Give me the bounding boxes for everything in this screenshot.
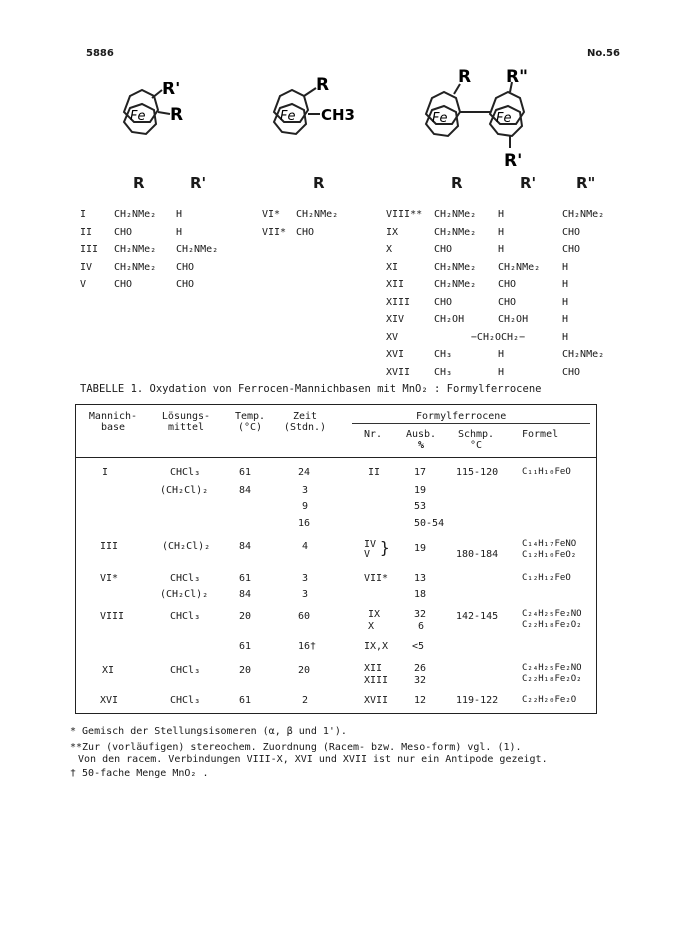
- col-header-time: Zeit (Stdn.): [283, 411, 327, 433]
- header-divider: [76, 457, 596, 458]
- list-item: XI CH₂NMe₂ CH₂NMe₂ H: [386, 261, 569, 273]
- list-item: X CHO H CHO: [386, 244, 581, 255]
- brace-icon: }: [380, 538, 390, 557]
- data-table: Mannich- base Lösungs- mittel Temp. (°C) Zeit (Stdn.) Formylferrocene Nr. Ausb. % Schmp. °C Formel I CHCl₃ 61 24 II 17 115-120 C₁₁H₁₀FeO (CH₂Cl)₂ 84 3 19 9 53 16 50-54 III (CH₂Cl)₂ 84 4 IV V } 19 180-184 C₁₄H₁₇FeNO C₁₂H₁₀FeO₂ VI* CHCl₃ 61 3 VII* 13 C₁₂H₁₂FeO (CH₂Cl)₂ 84 3 18 VIII CHCl₃ 20 60 IX X 32 6 142-145 C₂₄H₂₅Fe₂NO C₂₂H₁₈Fe₂O₂ 61 16† IX,X <5 XI CHCl₃ 20 20 XII XIII 26 32 C₂₄H₂₅Fe₂NO C₂₂H₁₈Fe₂O₂ XVI CHCl₃ 61 2 XVII 12 119-122 C₂₂H₂₀Fe₂O: [75, 404, 597, 714]
- list-item: VII* CHO: [262, 226, 315, 238]
- iron-label: Fe: [496, 111, 512, 126]
- col-head-r: R: [133, 174, 145, 192]
- list-item: XII CH₂NMe₂ CHO H: [386, 279, 569, 290]
- page-number: 5886: [86, 48, 114, 59]
- substituent-r1-label: R': [162, 82, 181, 99]
- list-item: XIV CH₂OH CH₂OH H: [386, 314, 569, 325]
- col-head-r: R: [451, 174, 463, 192]
- structure-biferrocenyl: [418, 68, 558, 172]
- journal-issue: No.56: [587, 48, 620, 59]
- substituent-r-label: R: [170, 105, 184, 125]
- substituent-r1-label: R': [504, 151, 523, 171]
- list-item: VIII** CH₂NMe₂ H CH₂NMe₂: [386, 209, 605, 220]
- table-caption: TABELLE 1. Oxydation von Ferrocen-Mannichbasen mit MnO₂ : Formylferrocene: [80, 383, 542, 395]
- col-head-r1: R': [520, 174, 537, 192]
- footnote-3: † 50-fache Menge MnO₂ .: [70, 768, 209, 779]
- iron-label: Fe: [432, 111, 448, 126]
- list-item: I CH₂NMe₂ H: [80, 209, 183, 220]
- list-item: XV −CH₂OCH₂− H: [386, 331, 569, 343]
- substituent-r2-label: R": [506, 68, 528, 87]
- list-item: IV CH₂NMe₂ CHO: [80, 261, 195, 273]
- col-header-yield: Ausb. %: [405, 429, 437, 451]
- list-item: III CH₂NMe₂ CH₂NMe₂: [80, 244, 219, 255]
- structure-ferrocene-disubstituted: [100, 82, 190, 152]
- compound-list-1: [80, 206, 218, 294]
- footnote-2: **Zur (vorläufigen) stereochem. Zuordnung (Racem- bzw. Meso-form) vgl. (1).: [70, 742, 522, 753]
- footnote-1: * Gemisch der Stellungsisomeren (α, β und 1').: [70, 726, 347, 737]
- group-divider: [352, 423, 590, 424]
- col-header-temp: Temp. (°C): [234, 411, 266, 433]
- col-head-r1: R': [190, 174, 207, 192]
- col-head-r: R: [313, 174, 325, 192]
- footnote-2-cont: Von den racem. Verbindungen VIII-X, XVI und XVII ist nur ein Antipode gezeigt.: [78, 754, 548, 765]
- col-header-nr: Nr.: [364, 429, 383, 440]
- list-item: XVI CH₃ H CH₂NMe₂: [386, 349, 605, 360]
- methyl-label: CH3: [321, 106, 355, 124]
- col-head-r2: R": [576, 174, 596, 192]
- structure-ferrocene-methyl: [260, 74, 370, 152]
- col-header-mp: Schmp. °C: [457, 429, 495, 451]
- compound-list-3: [386, 206, 604, 381]
- iron-label: Fe: [280, 109, 296, 124]
- substituent-r-label: R: [316, 75, 330, 95]
- iron-label: Fe: [130, 109, 146, 124]
- col-header-mannich: Mannich- base: [88, 411, 138, 433]
- substituent-r-label: R: [458, 68, 472, 87]
- compound-list-2: [262, 206, 338, 241]
- col-header-group: Formylferrocene: [416, 411, 507, 422]
- list-item: IX CH₂NMe₂ H CHO: [386, 226, 581, 238]
- col-header-solvent: Lösungs- mittel: [161, 411, 211, 433]
- list-item: V CHO CHO: [80, 279, 195, 290]
- list-item: XVII CH₃ H CHO: [386, 366, 581, 378]
- list-item: VI* CH₂NMe₂: [262, 209, 339, 220]
- list-item: XIII CHO CHO H: [386, 296, 569, 308]
- list-item: II CHO H: [80, 226, 183, 238]
- col-header-formula: Formel: [522, 429, 559, 440]
